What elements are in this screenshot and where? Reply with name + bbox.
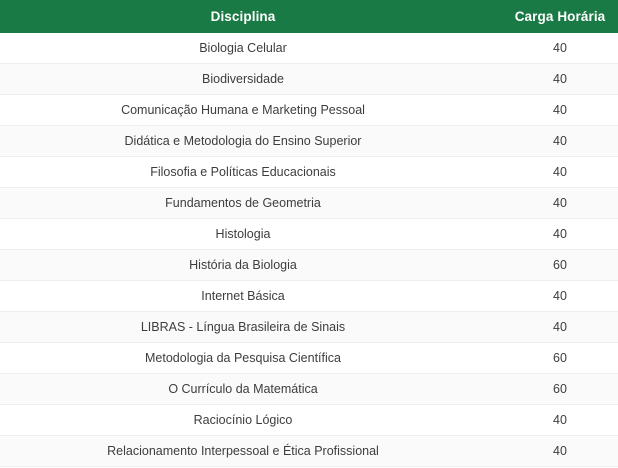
cell-disciplina: Didática e Metodologia do Ensino Superior [0,126,486,157]
table-row [0,64,618,95]
cell-disciplina: Internet Básica [0,281,486,312]
cell-carga-horaria: 60 [486,250,618,281]
cell-disciplina: Relacionamento Interpessoal e Ética Profissional [0,436,486,467]
cell-carga-horaria: 40 [486,219,618,250]
table-row [0,312,618,343]
table-header [0,0,618,33]
cell-carga-horaria: 40 [486,126,618,157]
cell-disciplina: Filosofia e Políticas Educacionais [0,157,486,188]
cell-disciplina: Biologia Celular [0,33,486,64]
table-row [0,219,618,250]
column-header-carga-horaria: Carga Horária [486,0,618,33]
table-row [0,343,618,374]
cell-carga-horaria: 40 [486,281,618,312]
cell-disciplina: O Currículo da Matemática [0,374,486,405]
cell-carga-horaria: 40 [486,64,618,95]
cell-disciplina: História da Biologia [0,250,486,281]
cell-carga-horaria: 40 [486,312,618,343]
cell-carga-horaria: 40 [486,95,618,126]
cell-disciplina: Metodologia da Pesquisa Científica [0,343,486,374]
table-row [0,188,618,219]
table-row [0,250,618,281]
cell-carga-horaria: 60 [486,374,618,405]
cell-carga-horaria: 40 [486,157,618,188]
table-row [0,374,618,405]
cell-carga-horaria: 60 [486,343,618,374]
column-header-disciplina: Disciplina [0,0,486,33]
table-row [0,126,618,157]
cell-carga-horaria: 40 [486,33,618,64]
table-row [0,33,618,64]
cell-carga-horaria: 40 [486,436,618,467]
cell-disciplina: Histologia [0,219,486,250]
cell-disciplina: LIBRAS - Língua Brasileira de Sinais [0,312,486,343]
cell-disciplina: Biodiversidade [0,64,486,95]
cell-disciplina: Comunicação Humana e Marketing Pessoal [0,95,486,126]
table-row [0,157,618,188]
table-row [0,281,618,312]
cell-carga-horaria: 40 [486,405,618,436]
table-row [0,95,618,126]
table-body [0,33,618,467]
cell-disciplina: Fundamentos de Geometria [0,188,486,219]
table-header-row [0,0,618,33]
cell-carga-horaria: 40 [486,188,618,219]
table-row [0,436,618,467]
cell-disciplina: Raciocínio Lógico [0,405,486,436]
table-row [0,405,618,436]
